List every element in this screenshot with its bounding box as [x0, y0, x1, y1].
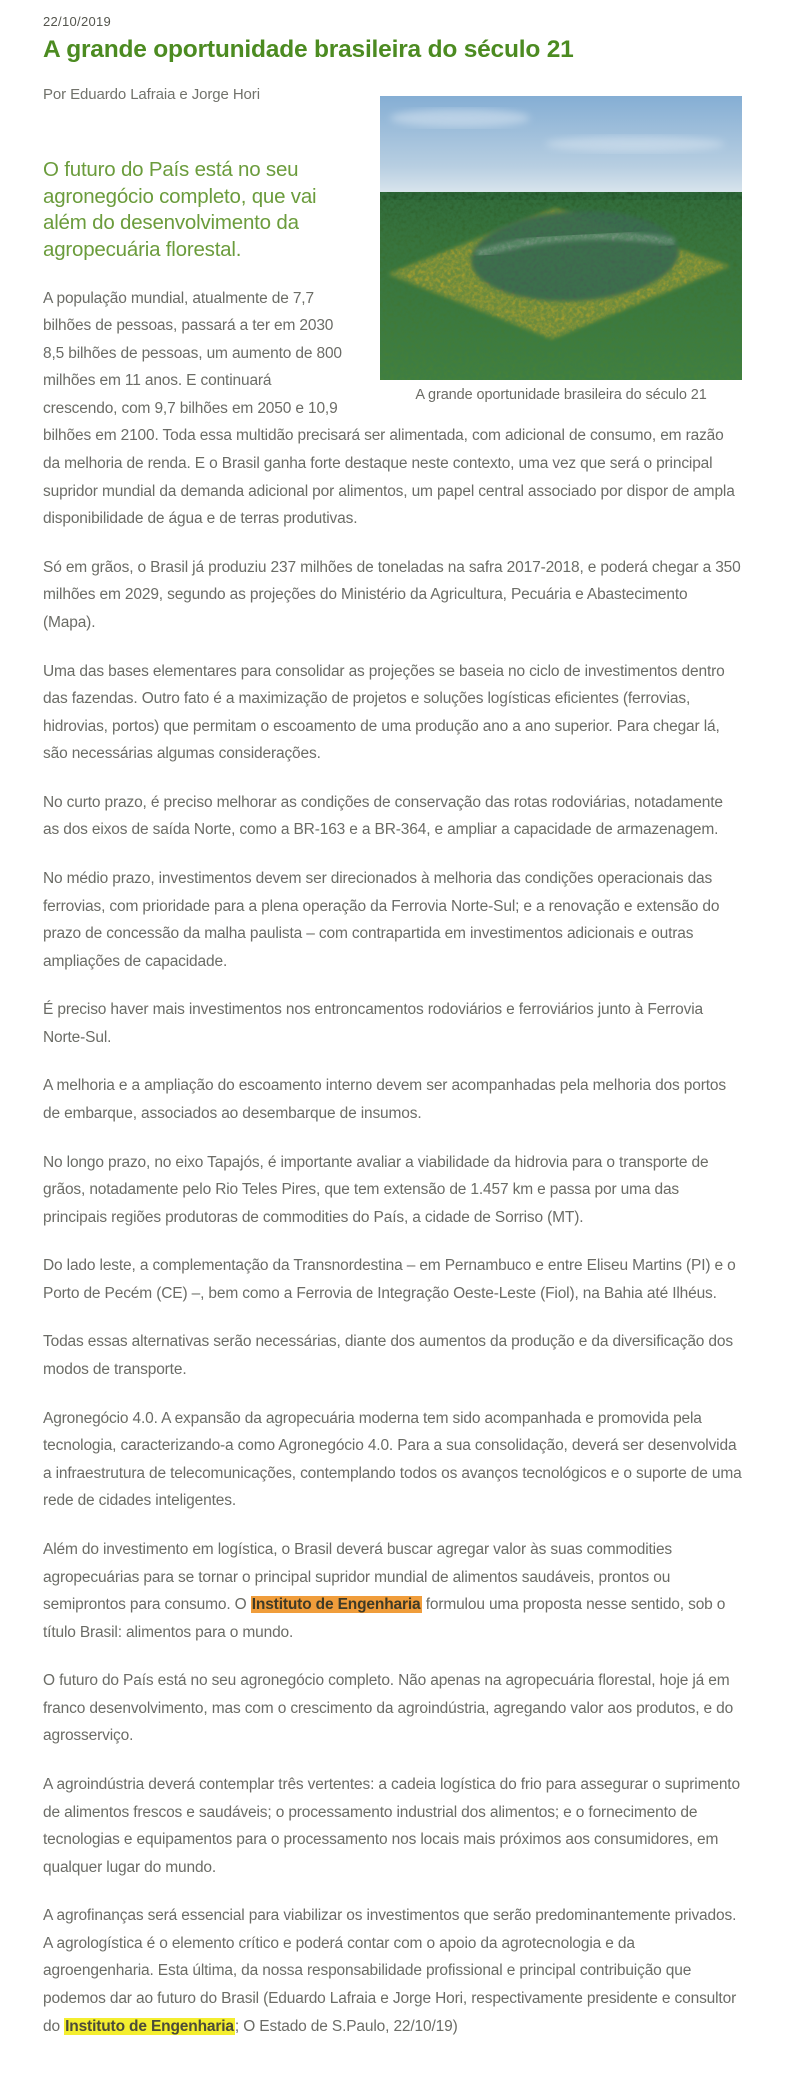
article-paragraph: [43, 865, 742, 975]
text-segment: No longo prazo, no eixo Tapajós, é importante avaliar a viabilidade da hidrovia para o transporte de grãos, notadamente pelo Rio Teles Pires, que tem extensão de 1.457 km e passa por uma das principais regiões produtoras de commodities do País, a cidade de Sorriso (MT).: [43, 1153, 709, 1226]
brazil-flag-soy-field-photo: [380, 96, 742, 380]
article-paragraph: [43, 1149, 742, 1232]
text-segment: A melhoria e a ampliação do escoamento interno devem ser acompanhadas pela melhoria dos portos de embarque, associados ao desembarque de insumos.: [43, 1077, 726, 1123]
text-segment: Todas essas alternativas serão necessárias, diante dos aumentos da produção e da diversificação dos modos de transporte.: [43, 1333, 733, 1379]
article-paragraph: [43, 1252, 742, 1307]
print-date: 22/10/2019: [43, 14, 112, 29]
page-title: A grande oportunidade brasileira do século 21: [43, 36, 574, 63]
article-paragraph: [43, 1072, 742, 1127]
article-paragraph: [43, 1667, 742, 1750]
article-paragraph: [43, 1405, 742, 1515]
text-segment: A agrofinanças será essencial para viabilizar os investimentos que serão predominantemente privados. A agrologística é o elemento crítico e poderá contar com o apoio da agrotecnologia e da agroengenharia. Esta última, da nossa responsabilidade profissional e principal contribuição que podemos dar ao futuro do Brasil (Eduardo Lafraia e Jorge Hori, respectivamente presidente e consultor do: [43, 1907, 737, 2035]
text-segment: O futuro do País está no seu agronegócio completo. Não apenas na agropecuária florestal, hoje já em franco desenvolvimento, mas com o crescimento da agroindústria, agregando valor aos produtos, e do agrosserviço.: [43, 1672, 734, 1745]
article-paragraph: [43, 789, 742, 844]
highlighted-entity-yellow: Instituto de Engenharia: [65, 2017, 234, 2035]
text-segment: A população mundial, atualmente de 7,7 bilhões de pessoas, passará a ter em 2030 8,5 bilhões de pessoas, um aumento de 800 milhões em 11 anos. E continuará crescendo, com 9,7 bilhões em 2050 e 10,9 bilhões em 2100. Toda essa multidão precisará ser alimentada, com adicional de consumo, em razão da melhoria de renda. E o Brasil ganha forte destaque neste contexto, uma vez que será o principal supridor mundial da demanda adicional por alimentos, um papel central associado por dispor de ampla disponibilidade de água e de terras produtivas.: [43, 289, 735, 528]
byline: Por Eduardo Lafraia e Jorge Hori: [43, 86, 260, 103]
article-paragraph: [43, 1771, 742, 1881]
article-paragraph: [43, 1536, 742, 1646]
text-segment: No médio prazo, investimentos devem ser direcionados à melhoria das condições operacionais das ferrovias, com prioridade para a plena operação da Ferrovia Norte-Sul; e a renovação e extensão do prazo de concessão da malha paulista – com contrapartida em investimentos adicionais e outras ampliações de capacidade.: [43, 869, 720, 970]
pull-quote: O futuro do País está no seu agronegócio completo, que vai além do desenvolvimento da agropecuária florestal.: [43, 158, 317, 261]
article-body: [43, 86, 742, 2040]
article-paragraph: [43, 554, 742, 637]
article-paragraph: [43, 658, 742, 768]
article-paragraph: [43, 996, 742, 1051]
article-figure: [380, 96, 742, 403]
article-paragraphs: [43, 285, 742, 2041]
text-segment: Só em grãos, o Brasil já produziu 237 milhões de toneladas na safra 2017-2018, e poderá chegar a 350 milhões em 2029, segundo as projeções do Ministério da Agricultura, Pecuária e Abastecimento (Mapa).: [43, 558, 741, 631]
text-segment: É preciso haver mais investimentos nos entroncamentos rodoviários e ferroviários junto à Ferrovia Norte-Sul.: [43, 1001, 704, 1046]
article-paragraph: [43, 1328, 742, 1383]
text-segment: Uma das bases elementares para consolidar as projeções se baseia no ciclo de investimentos dentro das fazendas. Outro fato é a maximização de projetos e soluções logísticas eficientes (ferrovias, hidrovias, portos) que permitam o escoamento de uma produção ano a ano superior. Para chegar lá, são necessárias algumas considerações.: [43, 662, 725, 763]
text-segment: A agroindústria deverá contemplar três vertentes: a cadeia logística do frio para assegurar o suprimento de alimentos frescos e saudáveis; o processamento industrial dos alimentos; e o fornecimento de tecnologias e equipamentos para o processamento nos locais mais próximos aos consumidores, em qualquer lugar do mundo.: [43, 1776, 740, 1876]
text-segment: ; O Estado de S.Paulo, 22/10/19): [234, 2017, 458, 2035]
text-segment: Agronegócio 4.0. A expansão da agropecuária moderna tem sido acompanhada e promovida pela tecnologia, caracterizando-a como Agronegócio 4.0. Para a sua consolidação, deverá ser desenvolvida a infraestrutura de telecomunicações, contemplando todos os avanços tecnológicos e o suporte de uma rede de cidades inteligentes.: [43, 1409, 742, 1510]
article-paragraph: [43, 1902, 742, 2040]
text-segment: No curto prazo, é preciso melhorar as condições de conservação das rotas rodoviárias, notadamente as dos eixos de saída Norte, como a BR-163 e a BR-364, e ampliar a capacidade de armazenagem.: [43, 793, 723, 839]
image-caption: A grande oportunidade brasileira do século 21: [415, 387, 707, 403]
highlighted-entity-orange: Instituto de Engenharia: [251, 1596, 421, 1614]
text-segment: Do lado leste, a complementação da Transnordestina – em Pernambuco e entre Eliseu Martins (PI) e o Porto de Pecém (CE) –, bem como a Ferrovia de Integração Oeste-Leste (Fiol), na Bahia até Ilhéus.: [43, 1257, 736, 1302]
text-segment: Além do investimento em logística, o Brasil deverá buscar agregar valor às suas commodities agropecuárias para se tornar o principal supridor mundial de alimentos saudáveis, prontos ou semiprontos para consumo. O: [43, 1540, 673, 1614]
text-segment: formulou uma proposta nesse sentido, sob o título Brasil: alimentos para o mundo.: [43, 1596, 726, 1641]
